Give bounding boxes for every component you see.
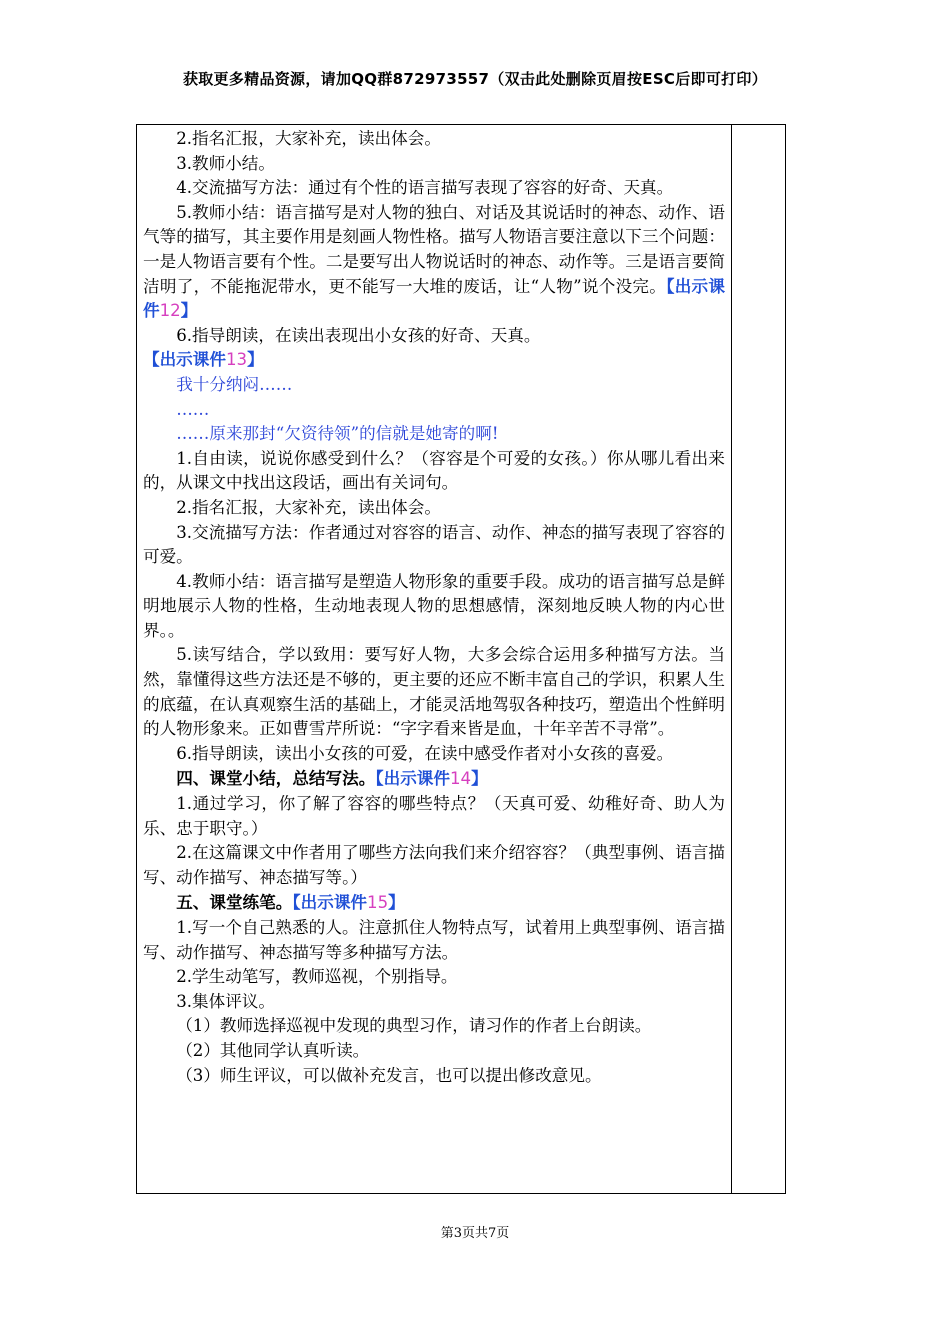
paragraph: 4.交流描写方法：通过有个性的语言描写表现了容容的好奇、天真。 [176, 178, 674, 198]
paragraph-text: 5.教师小结：语言描写是对人物的独白、对话及其说话时的神态、动作、语气等的描写，其主要作用是刻画人物性格。描写人物语言要注意以下三个问题：一是人物语言要有个性。二是要写出人物说话时的神态、动作等。三是语言要简洁明了，不能拖泥带水，更不能写一大堆的废话，让“人物”说个没完。 [143, 202, 725, 296]
paragraph: （2）其他同学认真听读。 [176, 1040, 370, 1060]
paragraph: 2.指名汇报，大家补充，读出体会。 [176, 497, 441, 517]
paragraph: 1.通过学习，你了解了容容的哪些特点？（天真可爱、幼稚好奇、助人为乐、忠于职守。） [143, 794, 725, 838]
quote-line: ……原来那封“欠资待领”的信就是她寄的啊! [176, 424, 499, 444]
quote-line: …… [176, 399, 210, 419]
lesson-content [143, 127, 725, 1088]
courseware-tag: 【出示课件14】 [375, 769, 488, 789]
paragraph: 2.在这篇课文中作者用了哪些方法向我们来介绍容容？（典型事例、语言描写、动作描写、神态描写等。） [143, 843, 725, 887]
paragraph: 6.指导朗读，在读出表现出小女孩的好奇、天真。 [176, 325, 541, 345]
paragraph: 5.读写结合，学以致用：要写好人物，大多会综合运用多种描写方法。当然，靠懂得这些方法还是不够的，更主要的还应不断丰富自己的学识，积累人生的底蕴，在认真观察生活的基础上，才能灵活地驾驭各种技巧，塑造出个性鲜明的人物形象来。正如曹雪芹所说：“字字看来皆是血，十年辛苦不寻常”。 [143, 645, 725, 739]
paragraph: （1）教师选择巡视中发现的典型习作，请习作的作者上台朗读。 [176, 1016, 652, 1036]
paragraph: 3.交流描写方法：作者通过对容容的语言、动作、神态的描写表现了容容的可爱。 [143, 522, 725, 567]
paragraph: 2.学生动笔写，教师巡视，个别指导。 [176, 967, 458, 987]
column-divider [731, 125, 732, 1193]
quote-line: 我十分纳闷…… [176, 374, 293, 394]
paragraph [143, 201, 725, 324]
section-heading: 四、课堂小结，总结写法。【出示课件14】 [176, 768, 488, 789]
courseware-tag: 【出示课件12】 [143, 276, 725, 321]
paragraph: 2.指名汇报，大家补充，读出体会。 [176, 129, 441, 148]
page-header: 获取更多精品资源，请加QQ群872973557（双击此处删除页眉按ESC后即可打印） [182, 70, 768, 88]
paragraph: 6.指导朗读，读出小女孩的可爱，在读中感受作者对小女孩的喜爱。 [176, 743, 674, 763]
paragraph: 3.教师小结。 [176, 153, 275, 173]
paragraph: 4.教师小结：语言描写是塑造人物形象的重要手段。成功的语言描写总是鲜明地展示人物的性格，生动地表现人物的思想感情，深刻地反映人物的内心世界。。 [143, 571, 725, 640]
paragraph: 1.自由读，说说你感受到什么？（容容是个可爱的女孩。）你从哪儿看出来的，从课文中找出这段话，画出有关词句。 [143, 448, 725, 493]
page-footer: 第3页共7页 [440, 1226, 510, 1241]
courseware-tag: 【出示课件13】 [143, 350, 264, 370]
courseware-line [143, 348, 725, 373]
section-heading: 五、课堂练笔。【出示课件15】 [176, 892, 405, 913]
lesson-table [136, 124, 786, 1194]
courseware-tag: 【出示课件15】 [292, 893, 405, 913]
paragraph: 3.集体评议。 [176, 991, 275, 1011]
paragraph: （3）师生评议，可以做补充发言，也可以提出修改意见。 [176, 1065, 602, 1085]
paragraph: 1.写一个自己熟悉的人。注意抓住人物特点写，试着用上典型事例、语言描写、动作描写、神态描写等多种描写方法。 [143, 918, 725, 962]
